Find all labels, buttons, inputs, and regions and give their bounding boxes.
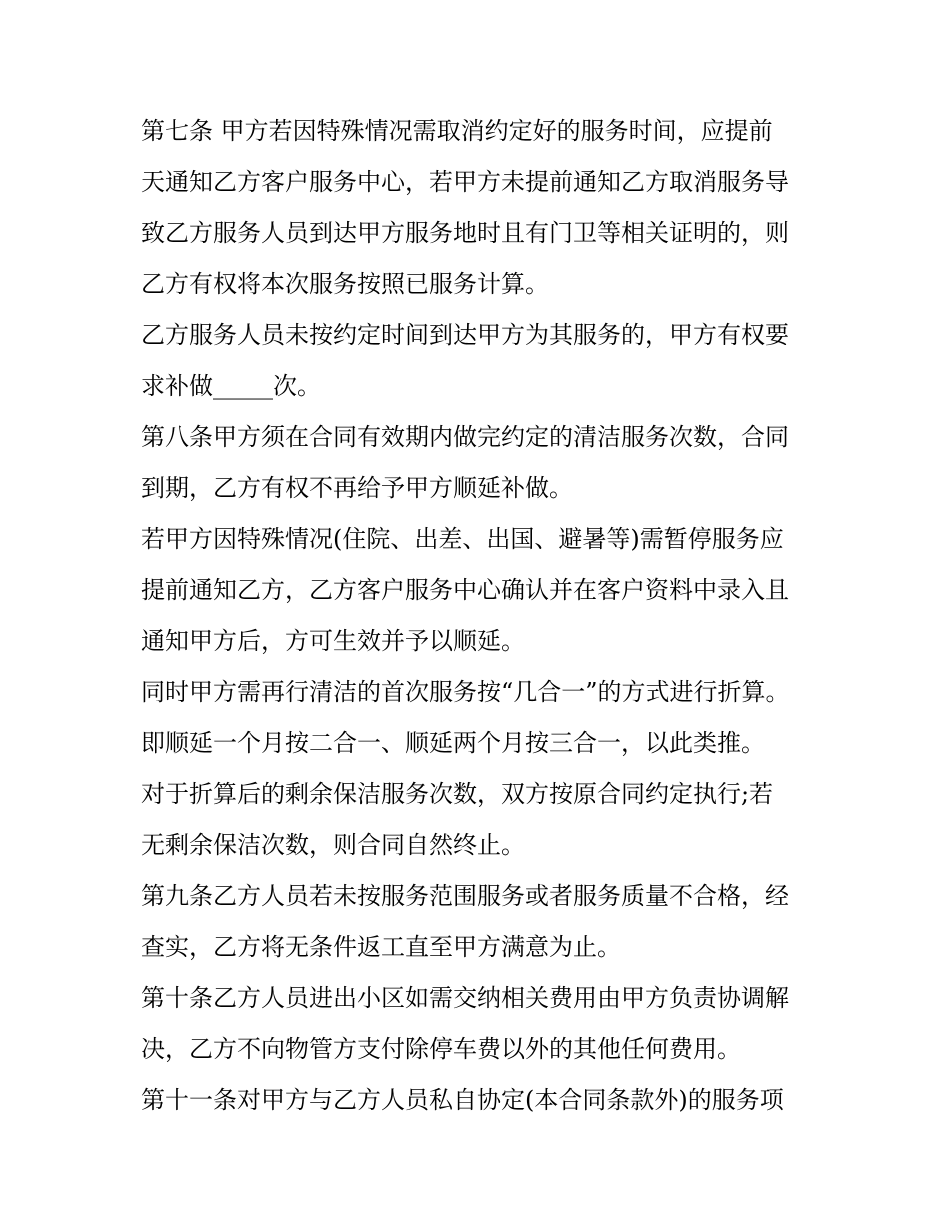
text-line: 查实，乙方将无条件返工直至甲方满意为止。 <box>141 933 621 961</box>
paragraph-late-arrival <box>141 310 821 412</box>
text-line: 致乙方服务人员到达甲方服务地时且有门卫等相关证明的，则 <box>141 219 789 247</box>
text-line: 若甲方因特殊情况(住院、出差、出国、避暑等)需暂停服务应 <box>141 525 784 553</box>
text-line: 第八条甲方须在合同有效期内做完约定的清洁服务次数，合同 <box>141 423 789 451</box>
paragraph-conversion <box>141 667 821 718</box>
text-line: 乙方有权将本次服务按照已服务计算。 <box>141 270 549 298</box>
text-line: 到期，乙方有权不再给予甲方顺延补做。 <box>141 474 573 502</box>
paragraph-conversion-example <box>141 718 821 769</box>
text-line: 求补做_____次。 <box>141 372 321 400</box>
text-line: 天通知乙方客户服务中心，若甲方未提前通知乙方取消服务导 <box>141 168 789 196</box>
text-line: 第七条 甲方若因特殊情况需取消约定好的服务时间，应提前 <box>141 117 773 145</box>
text-line: 第十一条对甲方与乙方人员私自协定(本合同条款外)的服务项 <box>141 1086 784 1114</box>
paragraph-remaining-services <box>141 769 821 871</box>
paragraph-article-8 <box>141 412 821 514</box>
text-line: 即顺延一个月按二合一、顺延两个月按三合一，以此类推。 <box>141 729 765 757</box>
text-line: 无剩余保洁次数，则合同自然终止。 <box>141 831 525 859</box>
text-line: 第九条乙方人员若未按服务范围服务或者服务质量不合格，经 <box>141 882 789 910</box>
text-line: 决，乙方不向物管方支付除停车费以外的其他任何费用。 <box>141 1035 741 1063</box>
text-line: 同时甲方需再行清洁的首次服务按“几合一”的方式进行折算。 <box>141 678 790 706</box>
paragraph-article-7 <box>141 106 821 310</box>
text-line: 对于折算后的剩余保洁服务次数，双方按原合同约定执行;若 <box>141 780 774 808</box>
text-line: 乙方服务人员未按约定时间到达甲方为其服务的，甲方有权要 <box>141 321 789 349</box>
document-body <box>141 106 821 1126</box>
paragraph-article-10 <box>141 973 821 1075</box>
text-line: 提前通知乙方，乙方客户服务中心确认并在客户资料中录入且 <box>141 576 789 604</box>
text-line: 通知甲方后，方可生效并予以顺延。 <box>141 627 525 655</box>
paragraph-article-11 <box>141 1075 821 1126</box>
text-line: 第十条乙方人员进出小区如需交纳相关费用由甲方负责协调解 <box>141 984 789 1012</box>
paragraph-article-9 <box>141 871 821 973</box>
paragraph-suspension <box>141 514 821 667</box>
